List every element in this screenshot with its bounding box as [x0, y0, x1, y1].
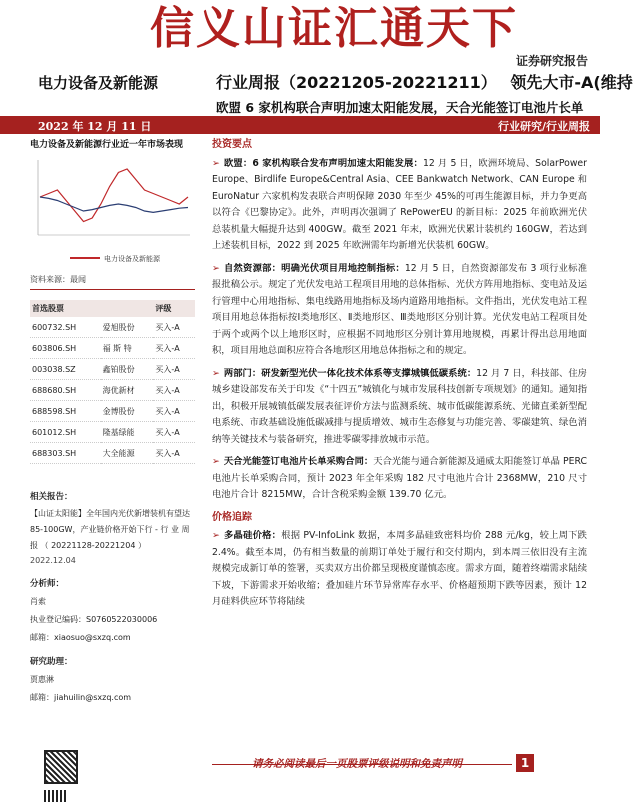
paragraph-trina — [212, 454, 587, 504]
related-report-link[interactable]: 【山证太阳能】全年国内光伏新增装机有望达 85-100GW，产业链价格开始下行 - 行 业 周 报 （ 20221128-20221204 ） — [30, 509, 190, 550]
para-body: 12 月 7 日，科技部、住房城乡建设部发布关于印发《“十四五”城镇化与城市发展科技创新专项规划》的通知。通知指出，积极开展城镇低碳发展表征评价方法与监测系统、城市低碳能源系统、光储直柔新型配电系统、市政基础设施低碳减排与提质增效、城市生态修复与功能完善、零碳建筑、绿色消纳等关键技术与装备研究，推进零碳零排放城市示范。 — [212, 367, 587, 445]
arrow-bullet-icon: ➢ — [212, 367, 220, 379]
stock-rating: 买入-A — [153, 359, 195, 380]
table-row — [30, 401, 195, 422]
para-body: 12 月 5 日，欧洲环境局、SolarPower Europe、Birdlife Europe&Central Asia、CEE Bankwatch Network、CAN Europe 和 EuroNatur 六家机构发表联合声明保障 2030 年至少 45%的可再生能源目标，并力争更高以符合《巴黎协定》。此外，声明再次强调了 RePowerEU 的新目标：2025 年前欧洲光伏总装机量大幅提升达到 400GW。截至 2021 年末，欧洲光伏累计装机约 160GW，若达到上述装机目标，2022 到 2025 年欧洲需年均新增光伏装机 60GW。 — [212, 157, 587, 251]
arrow-bullet-icon: ➢ — [212, 157, 220, 169]
analyst-title: 分析师： — [30, 579, 65, 589]
para-lead: 多晶硅价格： — [223, 530, 282, 541]
stock-rating: 买入-A — [153, 422, 195, 443]
arrow-bullet-icon: ➢ — [212, 456, 220, 467]
arrow-bullet-icon: ➢ — [212, 530, 220, 541]
stock-code: 688598.SH — [30, 401, 101, 422]
table-row — [30, 443, 195, 464]
stock-rating: 买入-A — [153, 338, 195, 359]
left-sidebar — [30, 136, 195, 703]
market-chart-svg — [30, 150, 195, 268]
table-row — [30, 317, 195, 338]
stock-rating: 买入-A — [153, 380, 195, 401]
table-row — [30, 380, 195, 401]
researcher-name: 贾惠淋 — [30, 675, 54, 684]
para-body: 根据 PV-InfoLink 数据，本周多晶硅致密料均价 288 元/kg，较上周下跌 2.4%。截至本周，仍有相当数量的前期订单处于履行和交付期内，到本周三依旧没有主流规模完成新订单的签署，买卖双方出价都呈现极度谨慎态度。需求方面，随着终端需求陆续下坡，下游需求开始收缩；叠加硅片环节异常库存水平、价格超预期下跌等因素，预计 12 月硅料供应环节将陆续 — [212, 530, 587, 607]
series-line-1 — [40, 197, 188, 212]
stock-table-header — [30, 300, 195, 317]
analyst-cert: 执业登记编码：S0760522030006 — [30, 615, 158, 624]
paragraph-ministries — [212, 366, 587, 449]
stock-name: 金博股份 — [101, 401, 154, 422]
weekly-period: 行业周报（20221205-20221211） — [216, 73, 497, 92]
report-date: 2022 年 12 月 11 日 — [38, 120, 152, 133]
researcher-email[interactable]: 邮箱：jiahuilin@sxzq.com — [30, 693, 132, 702]
paragraph-eu — [212, 156, 587, 255]
report-type: 证券研究报告 — [515, 54, 588, 68]
paragraph-polysilicon — [212, 528, 587, 611]
page-number: 1 — [516, 754, 534, 772]
stock-code: 603806.SH — [30, 338, 101, 359]
stock-name: 海优新材 — [101, 380, 154, 401]
weekly-title — [216, 70, 633, 93]
stock-code: 601012.SH — [30, 422, 101, 443]
arrow-bullet-icon: ➢ — [212, 262, 220, 274]
stock-table — [30, 300, 195, 464]
researcher-title: 研究助理： — [30, 657, 73, 667]
paragraph-mnr — [212, 261, 587, 360]
analyst-email[interactable]: 邮箱：xiaosuo@sxzq.com — [30, 633, 131, 642]
para-body: 12 月 5 日，自然资源部发布 3 项行业标准报批稿公示。规定了光伏发电站工程项目用地的总体指标、光伏方阵用地指标、变电站及运行管理中心用地指标、集电线路用地指标及场内道路用地指标。文件指出，光伏发电站工程项目用地总体指标按Ⅰ类地形区、Ⅱ类地形区、Ⅲ类地形区分别计算。光伏发电站工程项目处于两个或两个以上地形区时，应根据不同地形区分别计算用地规模，再累计得出总用地面积，项目用地总面积应符合各地形区用地总体指标之和的规定。 — [212, 262, 587, 356]
series-line-0 — [40, 169, 188, 222]
para-lead: 欧盟：6 家机构联合发布声明加速太阳能发展： — [223, 157, 423, 169]
section-price-tracking: 价格追踪 — [212, 511, 252, 523]
header-name — [101, 300, 154, 317]
para-lead: 两部门：研发新型光伏一体化技术体系等支撑城镇低碳系统： — [223, 367, 477, 379]
table-row — [30, 359, 195, 380]
stock-code: 688680.SH — [30, 380, 101, 401]
stock-name: 大全能源 — [101, 443, 154, 464]
stock-code: 688303.SH — [30, 443, 101, 464]
analyst-name: 肖索 — [30, 597, 46, 606]
para-lead: 自然资源部：明确光伏项目用地控制指标： — [223, 262, 405, 274]
chart-title: 电力设备及新能源行业近一年市场表现 — [30, 140, 184, 150]
para-lead: 天合光能签订电池片长单采购合同： — [223, 456, 374, 467]
stock-name: 福 斯 特 — [101, 338, 154, 359]
main-content — [212, 137, 587, 617]
market-chart — [30, 150, 195, 268]
stock-name: 鑫铂股份 — [101, 359, 154, 380]
barcode-icon — [44, 790, 68, 802]
para-body: 天合光能与通合新能源及通威太阳能签订单晶 PERC 电池片长单采购合同，预计 2023 年全年采购 182 尺寸电池片合计 2368MW，210 尺寸电池片合计 8215MW，合计含税采购金额 139.70 亿元。 — [212, 456, 587, 500]
related-title: 相关报告： — [30, 492, 73, 502]
stock-rating: 买入-A — [153, 443, 195, 464]
header-rating: 评级 — [153, 300, 195, 317]
brand-logo: 信义山证汇通天下 — [150, 3, 518, 54]
stock-code: 003038.SZ — [30, 359, 101, 380]
stock-name: 爱旭股份 — [101, 317, 154, 338]
footer-disclaimer: 请务必阅读最后一页股票评级说明和免责声明 — [252, 758, 462, 770]
divider — [30, 289, 195, 290]
table-row — [30, 338, 195, 359]
chart-source: 资料来源：最闻 — [30, 275, 86, 284]
stock-name: 隆基绿能 — [101, 422, 154, 443]
qr-code-icon — [44, 750, 78, 784]
section-investment-points: 投资要点 — [212, 139, 252, 150]
report-category: 行业研究/行业周报 — [497, 120, 590, 133]
rating: 领先大市-A(维持 — [510, 73, 633, 92]
legend-label: 电力设备及新能源 — [104, 255, 160, 263]
sector-title: 电力设备及新能源 — [38, 74, 159, 92]
header-stock: 首选股票 — [30, 300, 101, 317]
report-headline: 欧盟 6 家机构联合声明加速太阳能发展，天合光能签订电池片长单 — [216, 100, 584, 115]
stock-rating: 买入-A — [153, 317, 195, 338]
related-date: 2022.12.04 — [30, 556, 76, 565]
stock-code: 600732.SH — [30, 317, 101, 338]
stock-rating: 买入-A — [153, 401, 195, 422]
table-row — [30, 422, 195, 443]
header-band — [0, 116, 600, 134]
